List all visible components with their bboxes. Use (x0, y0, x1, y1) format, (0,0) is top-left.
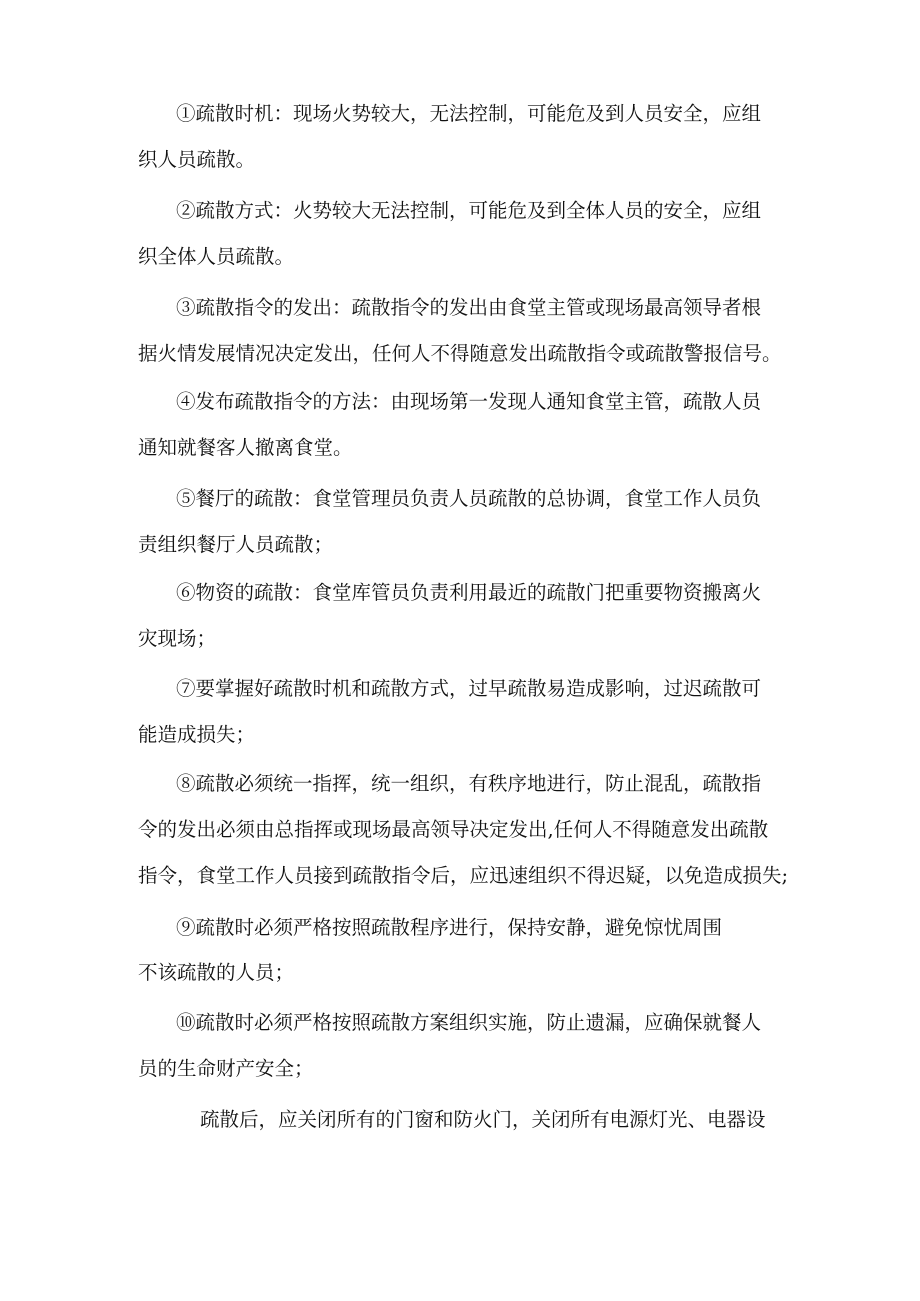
paragraph-6-line-2: 灾现场； (138, 627, 217, 650)
paragraph-6-line-1: ⑥物资的疏散：食堂库管员负责利用最近的疏散门把重要物资搬离火 (176, 581, 762, 604)
paragraph-3-line-1: ③疏散指令的发出：疏散指令的发出由食堂主管或现场最高领导者根 (176, 296, 762, 319)
paragraph-5-line-1: ⑤餐厅的疏散：食堂管理员负责人员疏散的总协调，食堂工作人员负 (176, 487, 762, 510)
paragraph-4-line-2: 通知就餐客人撤离食堂。 (138, 436, 353, 459)
paragraph-8-line-3: 指令，食堂工作人员接到疏散指令后，应迅速组织不得迟疑，以免造成损失; (138, 864, 789, 887)
paragraph-9-line-1: ⑨疏散时必须严格按照疏散程序进行，保持安静，避免惊忧周围 (176, 916, 723, 939)
paragraph-9-line-2: 不该疏散的人员； (138, 961, 295, 984)
paragraph-1-line-2: 织人员疏散。 (138, 148, 256, 171)
paragraph-11-line-1: 疏散后，应关闭所有的门窗和防火门，关闭所有电源灯光、电器设 (200, 1108, 766, 1131)
paragraph-10-line-1: ⑩疏散时必须严格按照疏散方案组织实施，防止遗漏，应确保就餐人 (176, 1011, 762, 1034)
paragraph-4-line-1: ④发布疏散指令的方法：由现场第一发现人通知食堂主管，疏散人员 (176, 390, 762, 413)
paragraph-8-line-2: 令的发出必须由总指挥或现场最高领导决定发出,任何人不得随意发出疏散 (138, 818, 769, 841)
paragraph-7-line-1: ⑦要掌握好疏散时机和疏散方式，过早疏散易造成影响，过迟疏散可 (176, 677, 762, 700)
paragraph-7-line-2: 能造成损失； (138, 723, 256, 746)
paragraph-8-line-1: ⑧疏散必须统一指挥，统一组织，有秩序地进行，防止混乱，疏散指 (176, 772, 762, 795)
paragraph-2-line-1: ②疏散方式：火势较大无法控制，可能危及到全体人员的安全，应组 (176, 199, 762, 222)
paragraph-10-line-2: 员的生命财产安全； (138, 1057, 314, 1080)
paragraph-2-line-2: 织全体人员疏散。 (138, 245, 295, 268)
paragraph-3-line-2: 据火情发展情况决定发出，任何人不得随意发出疏散指令或疏散警报信号。 (138, 342, 782, 365)
paragraph-1-line-1: ①疏散时机：现场火势较大，无法控制，可能危及到人员安全，应组 (176, 102, 762, 125)
paragraph-5-line-2: 责组织餐厅人员疏散； (138, 533, 334, 556)
